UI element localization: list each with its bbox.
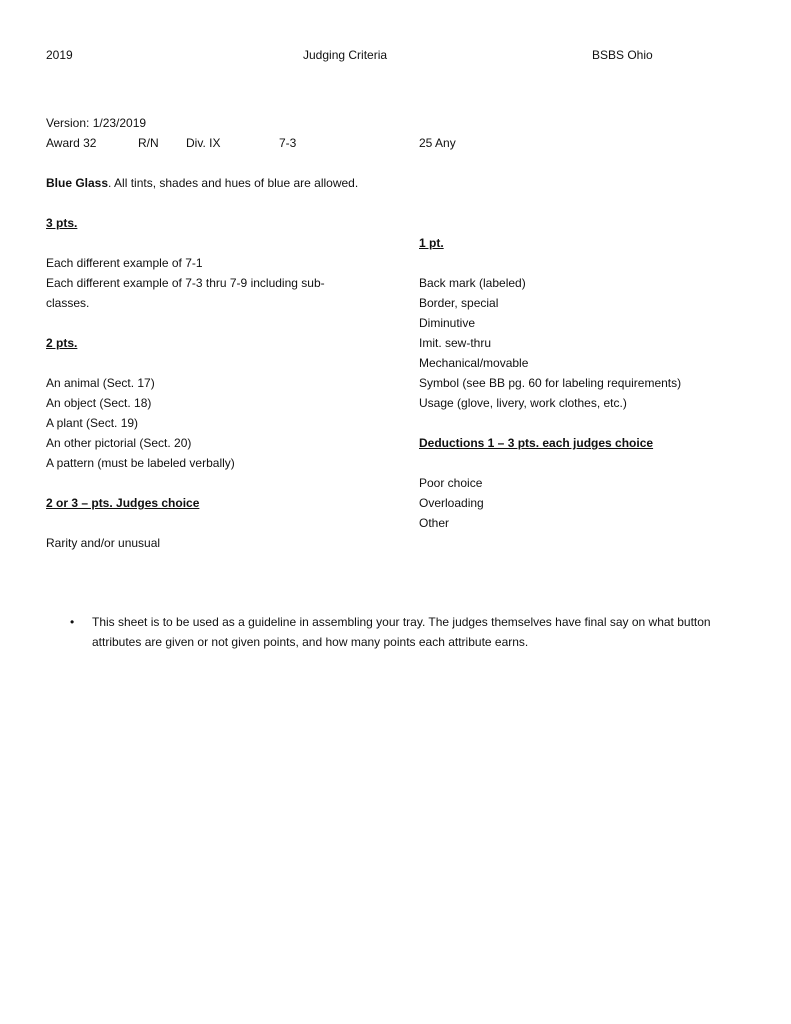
spacer: [46, 513, 366, 533]
list-item: Usage (glove, livery, work clothes, etc.): [419, 396, 627, 410]
award-division: Div. IX: [186, 136, 221, 150]
guideline-note: This sheet is to be used as a guideline in assembling your tray. The judges themselves have final say on what button attributes are given or not given points, and how many points each attribute earns.: [92, 615, 711, 649]
header-org: BSBS Ohio: [592, 48, 653, 62]
spacer: [419, 413, 759, 433]
spacer: [46, 313, 366, 333]
deductions-heading: Deductions 1 – 3 pts. each judges choice: [419, 436, 654, 450]
judges-choice-heading: 2 or 3 – pts. Judges choice: [46, 496, 200, 510]
header-title: Judging Criteria: [303, 48, 388, 62]
list-item: Border, special: [419, 296, 499, 310]
spacer: [46, 233, 366, 253]
right-column: [419, 233, 759, 533]
list-item: An other pictorial (Sect. 20): [46, 436, 192, 450]
list-item: A pattern (must be labeled verbally): [46, 456, 235, 470]
intro-bold: Blue Glass: [46, 176, 109, 190]
award-class: 7-3: [279, 136, 297, 150]
spacer: [419, 453, 759, 473]
three-points-heading: 3 pts.: [46, 216, 78, 230]
list-item: Imit. sew-thru: [419, 336, 492, 350]
intro-line: [46, 173, 358, 193]
list-item: Diminutive: [419, 316, 476, 330]
left-column: [46, 213, 366, 553]
header-year: 2019: [46, 48, 73, 62]
list-item: An object (Sect. 18): [46, 396, 152, 410]
list-item: Overloading: [419, 496, 484, 510]
award-rn: R/N: [138, 136, 159, 150]
bullet-icon: •: [70, 615, 75, 629]
list-item: Symbol (see BB pg. 60 for labeling requirements): [419, 376, 682, 390]
list-item: Poor choice: [419, 476, 483, 490]
list-item: Mechanical/movable: [419, 356, 529, 370]
version-line: Version: 1/23/2019: [46, 116, 147, 130]
list-item: Rarity and/or unusual: [46, 536, 161, 550]
list-item: Each different example of 7-1: [46, 256, 203, 270]
spacer: [419, 253, 759, 273]
list-item: Each different example of 7-3 thru 7-9 including sub-classes.: [46, 276, 325, 310]
award-number: Award 32: [46, 136, 97, 150]
one-point-heading: 1 pt.: [419, 236, 444, 250]
list-item: An animal (Sect. 17): [46, 376, 155, 390]
list-item: Back mark (labeled): [419, 276, 526, 290]
award-count: 25 Any: [419, 136, 456, 150]
spacer: [46, 473, 366, 493]
list-item: Other: [419, 516, 450, 530]
two-points-heading: 2 pts.: [46, 336, 78, 350]
spacer: [46, 353, 366, 373]
list-item: A plant (Sect. 19): [46, 416, 139, 430]
intro-rest: . All tints, shades and hues of blue are allowed.: [108, 176, 359, 190]
